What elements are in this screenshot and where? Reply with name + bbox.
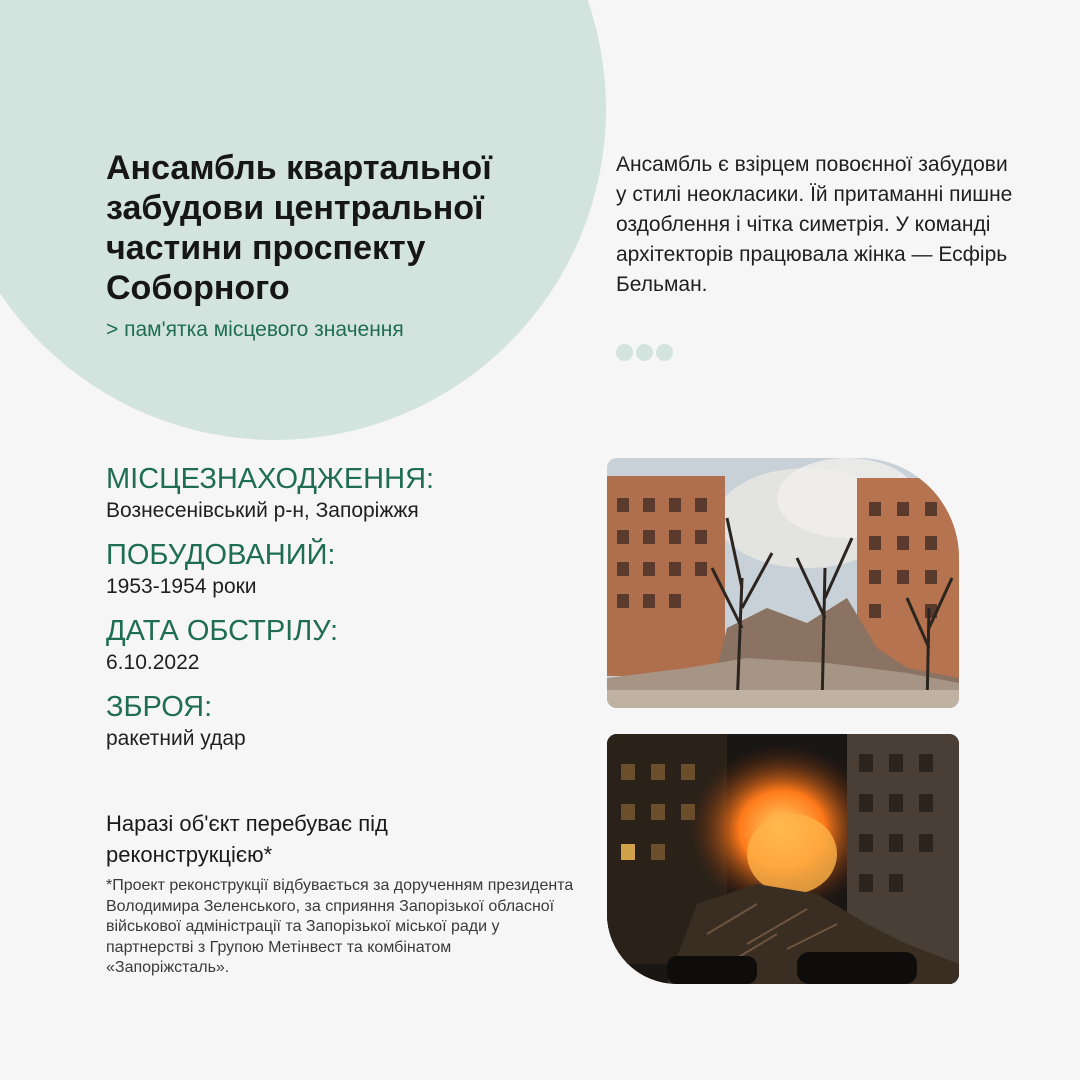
burning-building-night-photo	[607, 734, 959, 984]
carousel-dot[interactable]	[656, 344, 673, 361]
reconstruction-footnote: *Проект реконструкції відбувається за дорученням президента Володимира Зеленського, за сприяння Запорізької обласної військової адміністрації та Запорізької міської ради у партнерстві з Групою Метінвест та комбінатом «Запоріжсталь».	[106, 877, 574, 976]
damaged-building-day-illustration	[607, 458, 959, 708]
weapon-block	[106, 690, 576, 754]
burning-building-night-illustration	[607, 734, 959, 984]
shelling-date-label: ДАТА ОБСТРІЛУ:	[106, 615, 339, 647]
location-block	[106, 462, 576, 526]
carousel-dot[interactable]	[636, 344, 653, 361]
built-block	[106, 538, 576, 602]
reconstruction-status: Наразі об'єкт перебуває під реконструкцією*	[106, 811, 388, 867]
damaged-building-day-photo	[607, 458, 959, 708]
location-value: Вознесенівський р-н, Запоріжжя	[106, 499, 419, 522]
built-label: ПОБУДОВАНИЙ:	[106, 539, 336, 571]
shelling-date-block	[106, 614, 576, 678]
shelling-date-value: 6.10.2022	[106, 651, 200, 674]
description-text: Ансамбль є взірцем повоєнної забудови у стилі неокласики. Їй притаманні пишне оздоблення і чітка симетрія. У команді архітекторів працювала жінка — Есфірь Бельман.	[616, 153, 1013, 296]
built-value: 1953-1954 роки	[106, 575, 257, 598]
info-section	[106, 462, 576, 766]
weapon-value: ракетний удар	[106, 727, 246, 750]
weapon-label: ЗБРОЯ:	[106, 691, 213, 723]
carousel-dot[interactable]	[616, 344, 633, 361]
carousel-dots[interactable]	[616, 344, 673, 361]
page-title: Ансамбль квартальної забудови центральної частини проспекту Соборного	[106, 149, 492, 307]
location-label: МІСЦЕЗНАХОДЖЕННЯ:	[106, 463, 435, 495]
monument-status-subtitle: > пам'ятка місцевого значення	[106, 318, 404, 341]
